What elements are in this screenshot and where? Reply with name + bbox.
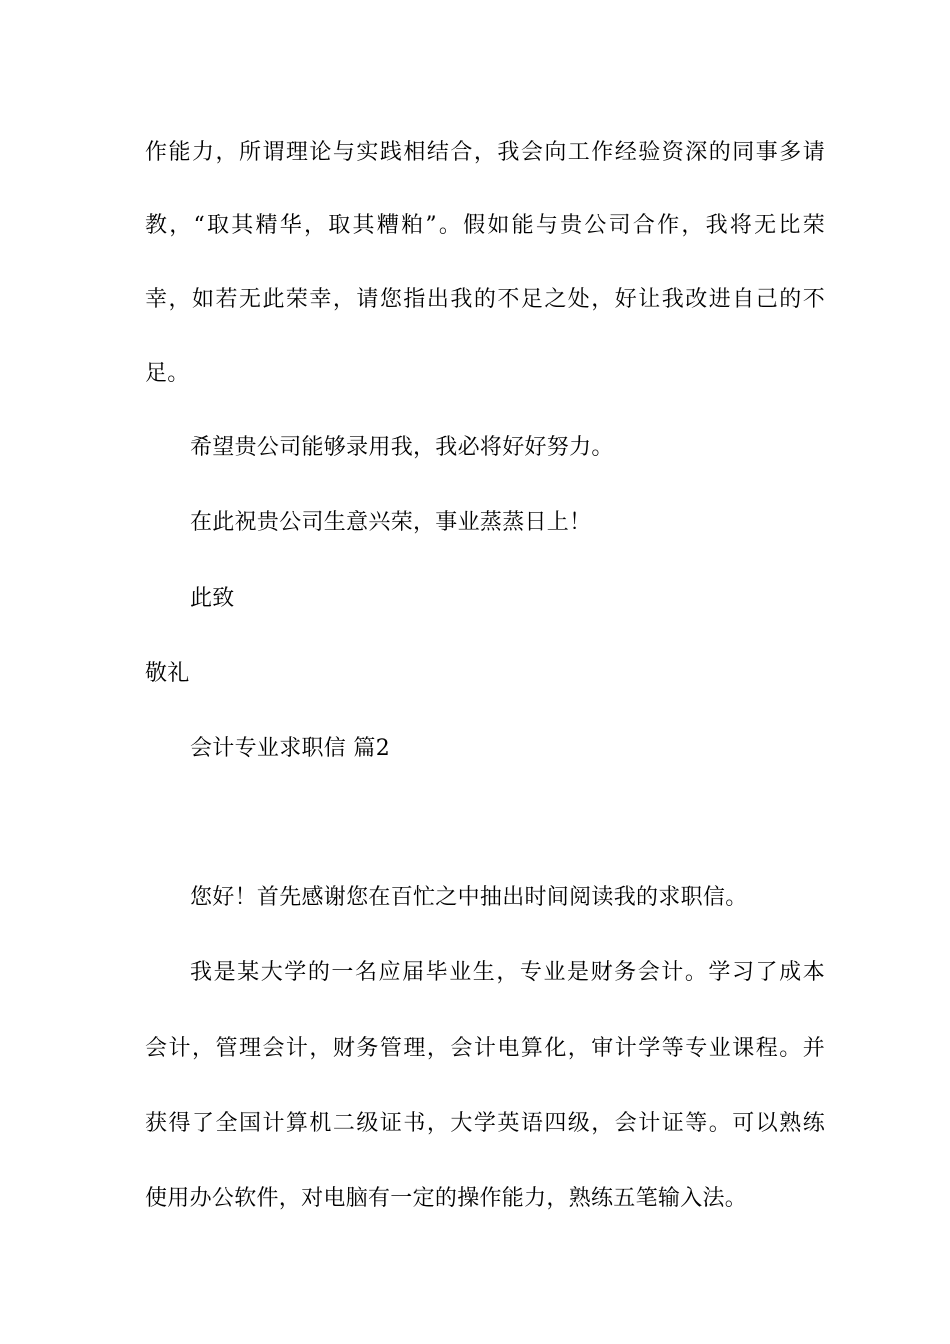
paragraph-line: 幸，如若无此荣幸，请您指出我的不足之处，好让我改进自己的不 — [145, 287, 825, 312]
closing-regards: 敬礼 — [145, 661, 190, 686]
paragraph-line: 使用办公软件，对电脑有一定的操作能力，熟练五笔输入法。 — [145, 1186, 748, 1211]
paragraph-line: 在此祝贵公司生意兴荣，事业蒸蒸日上！ — [190, 510, 592, 535]
greeting-line: 您好！首先感谢您在百忙之中抽出时间阅读我的求职信。 — [190, 885, 748, 910]
paragraph-line: 教，“取其精华，取其糟粕”。假如能与贵公司合作，我将无比荣 — [145, 213, 825, 238]
paragraph-line: 会计，管理会计，财务管理，会计电算化，审计学等专业课程。并 — [145, 1036, 825, 1061]
paragraph-line: 我是某大学的一名应届毕业生，专业是财务会计。学习了成本 — [190, 960, 825, 985]
closing-salutation: 此致 — [190, 586, 235, 611]
paragraph-line: 希望贵公司能够录用我，我必将好好努力。 — [190, 435, 614, 460]
paragraph-line: 获得了全国计算机二级证书，大学英语四级，会计证等。可以熟练 — [145, 1111, 825, 1136]
section-heading: 会计专业求职信 篇2 — [190, 736, 390, 761]
paragraph-line: 足。 — [145, 361, 190, 386]
paragraph-line: 作能力，所谓理论与实践相结合，我会向工作经验资深的同事多请 — [145, 140, 825, 165]
